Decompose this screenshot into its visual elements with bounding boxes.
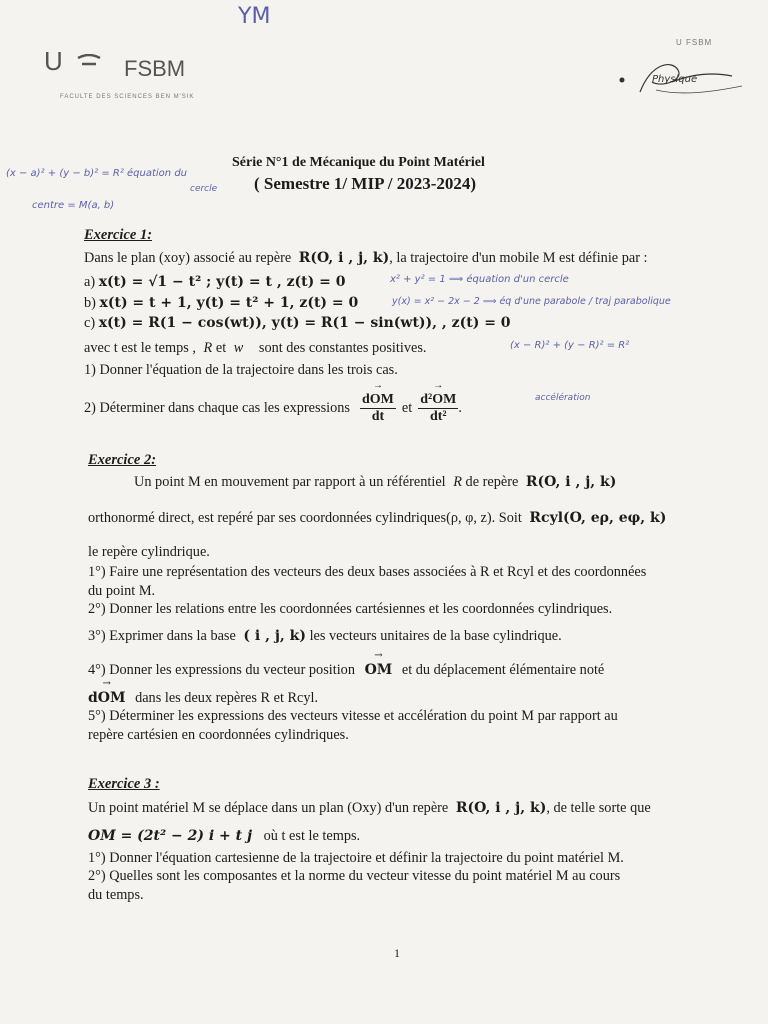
ex3-l2-end: où t est le temps. [263,828,361,844]
handwritten-circle-center: centre = M(a, b) [32,200,115,211]
exercise-3-heading: Exercice 3 : [88,776,160,792]
ex2-question-2: 2°) Donner les relations entre les coordonnées cartésiennes et les coordonnées cylindriques. [88,601,613,617]
ex2-question-4 [88,662,604,679]
ex2-question-1a: 1°) Faire une représentation des vecteurs des deux bases associées à R et Rcyl et des coordonnées [88,564,647,580]
ex1-q2-second-derivative [418,392,458,425]
ex1-const-w: w [233,340,244,356]
series-title: Série N°1 de Mécanique du Point Matériel [232,155,485,170]
fsbm-logo-text: FSBM [124,56,186,81]
ex1-q2-f2-num: → d²OM [420,392,456,408]
ex1-q2-f2-den: dt² [429,409,447,424]
ex2-line-1 [134,474,616,491]
ex1-case-c [84,315,511,332]
university-logo-mark [76,54,102,77]
ex2-q3-text: 3°) Exprimer dans la base [88,628,236,644]
ex1-intro-end: , la trajectoire d'un mobile M est définie par : [389,250,648,266]
ex1-case-b-label: b) [84,295,96,311]
ex1-q2-first-derivative [360,392,396,425]
handwritten-note-b: y(x) = x² − 2x − 2 ⟹ éq d'une parabole / traj parabolique [392,296,671,307]
ex1-q2-et: et [401,400,413,416]
ex1-case-c-label: c) [84,315,96,331]
ex2-l1-text: Un point M en mouvement par rapport à un référentiel [134,474,446,490]
ex1-constants [84,340,426,357]
ex3-l1-text: Un point matériel M se déplace dans un plan (Oxy) d'un repère [88,800,449,816]
page-number: 1 [394,946,400,960]
ex2-q4-text-b: et du déplacement élémentaire noté [401,662,605,678]
handwritten-note-acceleration: accélération [535,393,591,403]
ex2-q4-om: → OM [365,662,393,678]
faculty-subtitle: FACULTE DES SCIENCES BEN M'SIK [60,94,195,100]
handwritten-note-c: (x − R)² + (y − R)² = R² [510,340,630,351]
semester-subtitle: ( Semestre 1/ MIP / 2023-2024) [254,174,477,193]
signature-text: Physique [652,74,698,85]
handwritten-note-a: x² + y² = 1 ⟹ équation d'un cercle [390,274,569,285]
ex1-case-c-eq: x(t) = R(1 − cos(wt)), y(t) = R(1 − sin(wt)), , z(t) = 0 [98,315,511,331]
ex2-q4-dom: → dOM [88,690,125,706]
ex1-intro-start: Dans le plan (xoy) associé au repère [84,250,292,266]
top-right-logo-text: U FSBM [676,38,713,47]
ex3-l1-frame: R(O, i , j, k) [455,800,547,816]
ex2-q3-end: les vecteurs unitaires de la base cylindrique. [309,628,562,644]
ex1-case-a [84,274,345,291]
exercise-1-intro [84,250,648,267]
ex1-case-a-label: a) [84,274,96,290]
ex3-question-1: 1°) Donner l'équation cartesienne de la trajectoire et définir la trajectoire du point matériel M. [88,850,624,866]
ex1-question-2 [84,392,462,425]
ex1-question-1: 1) Donner l'équation de la trajectoire dans les trois cas. [84,362,398,378]
ex2-q4-text: 4°) Donner les expressions du vecteur position [88,662,355,678]
ex2-question-1b: du point M. [88,583,156,599]
ex1-case-b-eq: x(t) = t + 1, y(t) = t² + 1, z(t) = 0 [99,295,359,311]
ex2-l1-R: R [453,474,462,490]
ex1-case-a-eq: x(t) = √1 − t² ; y(t) = t , z(t) = 0 [98,274,346,290]
ex1-q2-text: 2) Déterminer dans chaque cas les expressions [84,400,350,416]
ex2-l2-frame: Rcyl(O, eρ, eφ, k) [529,510,667,526]
ex2-question-5a: 5°) Déterminer les expressions des vecteurs vitesse et accélération du point M par rapport au [88,708,618,724]
ex2-l1-b: de repère [465,474,519,490]
ex2-question-3 [88,628,562,645]
ex2-line-2 [88,510,666,527]
exercise-1-heading: Exercice 1: [84,227,153,243]
exercise-2-heading: Exercice 2: [88,452,157,468]
ex3-line-2 [88,828,360,845]
ex1-q2-f1-num: → dOM [362,392,394,408]
ex1-frame: R(O, i , j, k) [298,250,390,266]
ex2-line-3: le repère cylindrique. [88,544,210,560]
university-logo-letter: U [44,46,65,76]
ex1-constants-end: sont des constantes positives. [258,340,427,356]
ex2-q4-text-c: dans les deux repères R et Rcyl. [135,690,319,706]
ex1-case-b [84,295,358,312]
ex1-const-R: R [203,340,213,356]
handwritten-initials: YM [238,4,271,29]
ex2-q3-base: ( i , j, k) [243,628,306,644]
ex1-constants-start: avec t est le temps , [84,340,196,356]
ex1-constants-et: et [215,340,227,356]
ex3-question-2b: du temps. [88,887,144,903]
ex3-line-1 [88,800,651,817]
handwritten-circle-word: cercle [190,184,218,194]
ex3-l1-end: , de telle sorte que [546,800,651,816]
ex2-question-5b: repère cartésien en coordonnées cylindriques. [88,727,349,743]
ex2-l2-text: orthonormé direct, est repéré par ses coordonnées cylindriques(ρ, φ, z). Soit [88,510,522,526]
handwritten-circle-equation: (x − a)² + (y − b)² = R² équation du [6,168,188,179]
ex3-question-2a: 2°) Quelles sont les composantes et la norme du vecteur vitesse du point matériel M au cours [88,868,621,884]
ex1-q2-period: . [458,400,462,416]
ex1-q2-f1-den: dt [371,409,385,424]
ex2-l1-frame: R(O, i , j, k) [525,474,617,490]
ex3-om-equation: OM = (2t² − 2) i + t j [88,828,253,844]
ex2-question-4-cont [88,690,318,707]
